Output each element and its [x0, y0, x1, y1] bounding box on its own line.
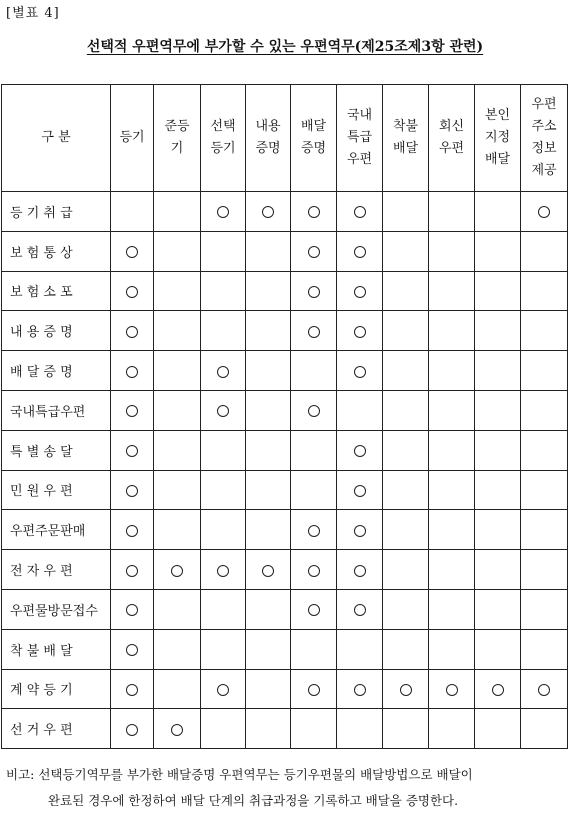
- cell: [154, 311, 201, 351]
- cell: [154, 669, 201, 709]
- circle-mark-icon: [538, 206, 550, 218]
- cell: [337, 589, 383, 629]
- cell: [201, 550, 246, 590]
- cell: [246, 709, 291, 749]
- circle-mark-icon: [126, 405, 138, 417]
- cell: [246, 430, 291, 470]
- cell: [429, 629, 475, 669]
- circle-mark-icon: [126, 604, 138, 616]
- circle-mark-icon: [126, 485, 138, 497]
- cell: [429, 192, 475, 232]
- column-header-6: 국내 특급 우편: [337, 85, 383, 192]
- cell: [201, 709, 246, 749]
- circle-mark-icon: [354, 525, 366, 537]
- cell: [383, 192, 429, 232]
- cell: [521, 470, 568, 510]
- cell: [475, 390, 521, 430]
- circle-mark-icon: [217, 405, 229, 417]
- cell: [337, 351, 383, 391]
- circle-mark-icon: [354, 326, 366, 338]
- column-header-10: 우편 주소 정보 제공: [521, 85, 568, 192]
- cell: [291, 589, 337, 629]
- cell: [201, 311, 246, 351]
- table-row: [2, 351, 568, 391]
- cell: [154, 390, 201, 430]
- cell: [154, 589, 201, 629]
- circle-mark-icon: [126, 246, 138, 258]
- circle-mark-icon: [308, 565, 320, 577]
- circle-mark-icon: [308, 326, 320, 338]
- cell: [201, 192, 246, 232]
- cell: [111, 510, 154, 550]
- cell: [475, 550, 521, 590]
- cell: [111, 430, 154, 470]
- column-header-9: 본인 지정 배달: [475, 85, 521, 192]
- column-header-2: 준등 기: [154, 85, 201, 192]
- footnote-line-1: 비고: 선택등기역무를 부가한 배달증명 우편역무는 등기우편물의 배달방법으로 배달이: [6, 767, 473, 782]
- cell: [201, 589, 246, 629]
- cell: [429, 470, 475, 510]
- row-label: 국내특급우편: [2, 390, 111, 430]
- table-row: [2, 390, 568, 430]
- cell: [521, 629, 568, 669]
- cell: [429, 669, 475, 709]
- table-row: [2, 629, 568, 669]
- cell: [291, 192, 337, 232]
- cell: [383, 351, 429, 391]
- circle-mark-icon: [308, 206, 320, 218]
- cell: [475, 271, 521, 311]
- table-row: [2, 311, 568, 351]
- cell: [337, 430, 383, 470]
- cell: [521, 390, 568, 430]
- circle-mark-icon: [354, 246, 366, 258]
- cell: [521, 231, 568, 271]
- cell: [383, 629, 429, 669]
- cell: [154, 192, 201, 232]
- cell: [337, 390, 383, 430]
- cell: [383, 709, 429, 749]
- cell: [201, 271, 246, 311]
- table-row: [2, 470, 568, 510]
- appendix-tag: [별표 4]: [6, 6, 60, 21]
- cell: [429, 510, 475, 550]
- circle-mark-icon: [217, 565, 229, 577]
- cell: [154, 550, 201, 590]
- cell: [201, 629, 246, 669]
- cell: [154, 470, 201, 510]
- cell: [246, 669, 291, 709]
- cell: [383, 231, 429, 271]
- cell: [291, 709, 337, 749]
- cell: [291, 351, 337, 391]
- table-row: [2, 709, 568, 749]
- circle-mark-icon: [126, 326, 138, 338]
- row-label: 등 기 취 급: [2, 192, 111, 232]
- cell: [246, 589, 291, 629]
- cell: [383, 271, 429, 311]
- circle-mark-icon: [126, 525, 138, 537]
- cell: [475, 351, 521, 391]
- row-label: 계 약 등 기: [2, 669, 111, 709]
- circle-mark-icon: [126, 565, 138, 577]
- cell: [154, 510, 201, 550]
- cell: [201, 669, 246, 709]
- cell: [337, 669, 383, 709]
- circle-mark-icon: [126, 724, 138, 736]
- cell: [154, 231, 201, 271]
- title-text: 선택적 우편역무에 부가할 수 있는 우편역무(제25조제3항 관련): [86, 39, 484, 55]
- table-row: [2, 589, 568, 629]
- cell: [521, 311, 568, 351]
- cell: [291, 390, 337, 430]
- services-table: [1, 84, 568, 749]
- cell: [246, 629, 291, 669]
- column-header-3: 선택 등기: [201, 85, 246, 192]
- cell: [337, 231, 383, 271]
- cell: [429, 311, 475, 351]
- circle-mark-icon: [308, 286, 320, 298]
- cell: [154, 351, 201, 391]
- cell: [201, 390, 246, 430]
- cell: [475, 231, 521, 271]
- cell: [111, 669, 154, 709]
- row-label: 내 용 증 명: [2, 311, 111, 351]
- cell: [337, 192, 383, 232]
- cell: [521, 669, 568, 709]
- circle-mark-icon: [171, 565, 183, 577]
- circle-mark-icon: [126, 286, 138, 298]
- row-label: 우편물방문접수: [2, 589, 111, 629]
- cell: [111, 589, 154, 629]
- row-label: 보 험 소 포: [2, 271, 111, 311]
- row-label: 보 험 통 상: [2, 231, 111, 271]
- circle-mark-icon: [262, 565, 274, 577]
- circle-mark-icon: [400, 684, 412, 696]
- cell: [521, 709, 568, 749]
- page-title: [0, 36, 570, 56]
- cell: [383, 589, 429, 629]
- cell: [111, 709, 154, 749]
- row-label: 착 불 배 달: [2, 629, 111, 669]
- cell: [154, 430, 201, 470]
- cell: [111, 192, 154, 232]
- cell: [111, 629, 154, 669]
- cell: [111, 311, 154, 351]
- row-label: 민 원 우 편: [2, 470, 111, 510]
- circle-mark-icon: [126, 366, 138, 378]
- cell: [429, 430, 475, 470]
- cell: [201, 430, 246, 470]
- cell: [337, 311, 383, 351]
- cell: [429, 589, 475, 629]
- row-label: 선 거 우 편: [2, 709, 111, 749]
- circle-mark-icon: [354, 286, 366, 298]
- circle-mark-icon: [354, 485, 366, 497]
- cell: [337, 709, 383, 749]
- cell: [429, 709, 475, 749]
- cell: [383, 669, 429, 709]
- column-header-7: 착불 배달: [383, 85, 429, 192]
- cell: [475, 311, 521, 351]
- cell: [246, 550, 291, 590]
- table-body: [2, 192, 568, 749]
- cell: [475, 629, 521, 669]
- cell: [154, 629, 201, 669]
- cell: [337, 550, 383, 590]
- cell: [291, 669, 337, 709]
- cell: [246, 271, 291, 311]
- cell: [521, 510, 568, 550]
- cell: [246, 231, 291, 271]
- column-header-0: 구 분: [2, 85, 111, 192]
- table-row: [2, 669, 568, 709]
- circle-mark-icon: [354, 206, 366, 218]
- cell: [111, 231, 154, 271]
- circle-mark-icon: [308, 246, 320, 258]
- cell: [521, 351, 568, 391]
- circle-mark-icon: [354, 445, 366, 457]
- cell: [246, 390, 291, 430]
- cell: [521, 589, 568, 629]
- cell: [246, 351, 291, 391]
- cell: [111, 351, 154, 391]
- cell: [246, 311, 291, 351]
- cell: [291, 231, 337, 271]
- cell: [337, 271, 383, 311]
- cell: [429, 550, 475, 590]
- cell: [111, 550, 154, 590]
- column-header-4: 내용 증명: [246, 85, 291, 192]
- cell: [475, 430, 521, 470]
- cell: [201, 231, 246, 271]
- footnote-line-2: 완료된 경우에 한정하여 배달 단계의 취급과정을 기록하고 배달을 증명한다.: [48, 793, 459, 808]
- cell: [429, 390, 475, 430]
- cell: [201, 470, 246, 510]
- cell: [429, 231, 475, 271]
- cell: [246, 470, 291, 510]
- cell: [201, 510, 246, 550]
- cell: [383, 390, 429, 430]
- cell: [521, 550, 568, 590]
- cell: [246, 192, 291, 232]
- cell: [521, 192, 568, 232]
- cell: [154, 271, 201, 311]
- table-header-row: [2, 85, 568, 192]
- row-label: 특 별 송 달: [2, 430, 111, 470]
- cell: [383, 550, 429, 590]
- cell: [475, 709, 521, 749]
- cell: [475, 470, 521, 510]
- cell: [337, 470, 383, 510]
- table-row: [2, 192, 568, 232]
- cell: [291, 510, 337, 550]
- cell: [291, 311, 337, 351]
- cell: [291, 430, 337, 470]
- cell: [521, 430, 568, 470]
- table-row: [2, 550, 568, 590]
- circle-mark-icon: [308, 684, 320, 696]
- circle-mark-icon: [308, 604, 320, 616]
- cell: [475, 192, 521, 232]
- circle-mark-icon: [354, 604, 366, 616]
- circle-mark-icon: [217, 366, 229, 378]
- table-row: [2, 231, 568, 271]
- circle-mark-icon: [126, 445, 138, 457]
- cell: [111, 390, 154, 430]
- cell: [291, 470, 337, 510]
- cell: [111, 271, 154, 311]
- table-row: [2, 510, 568, 550]
- cell: [111, 470, 154, 510]
- circle-mark-icon: [171, 724, 183, 736]
- circle-mark-icon: [538, 684, 550, 696]
- cell: [475, 589, 521, 629]
- circle-mark-icon: [354, 366, 366, 378]
- cell: [246, 510, 291, 550]
- cell: [201, 351, 246, 391]
- cell: [337, 629, 383, 669]
- cell: [383, 510, 429, 550]
- circle-mark-icon: [308, 405, 320, 417]
- row-label: 배 달 증 명: [2, 351, 111, 391]
- circle-mark-icon: [492, 684, 504, 696]
- footnote: [6, 762, 566, 814]
- cell: [475, 510, 521, 550]
- cell: [291, 271, 337, 311]
- circle-mark-icon: [354, 684, 366, 696]
- cell: [383, 311, 429, 351]
- cell: [521, 271, 568, 311]
- circle-mark-icon: [126, 644, 138, 656]
- circle-mark-icon: [262, 206, 274, 218]
- table-row: [2, 271, 568, 311]
- cell: [475, 669, 521, 709]
- cell: [383, 430, 429, 470]
- column-header-5: 배달 증명: [291, 85, 337, 192]
- cell: [291, 629, 337, 669]
- cell: [291, 550, 337, 590]
- row-label: 우편주문판매: [2, 510, 111, 550]
- table-row: [2, 430, 568, 470]
- circle-mark-icon: [126, 684, 138, 696]
- cell: [154, 709, 201, 749]
- circle-mark-icon: [308, 525, 320, 537]
- circle-mark-icon: [446, 684, 458, 696]
- cell: [429, 351, 475, 391]
- circle-mark-icon: [354, 565, 366, 577]
- circle-mark-icon: [217, 684, 229, 696]
- cell: [429, 271, 475, 311]
- cell: [337, 510, 383, 550]
- column-header-1: 등기: [111, 85, 154, 192]
- circle-mark-icon: [217, 206, 229, 218]
- cell: [383, 470, 429, 510]
- row-label: 전 자 우 편: [2, 550, 111, 590]
- column-header-8: 회신 우편: [429, 85, 475, 192]
